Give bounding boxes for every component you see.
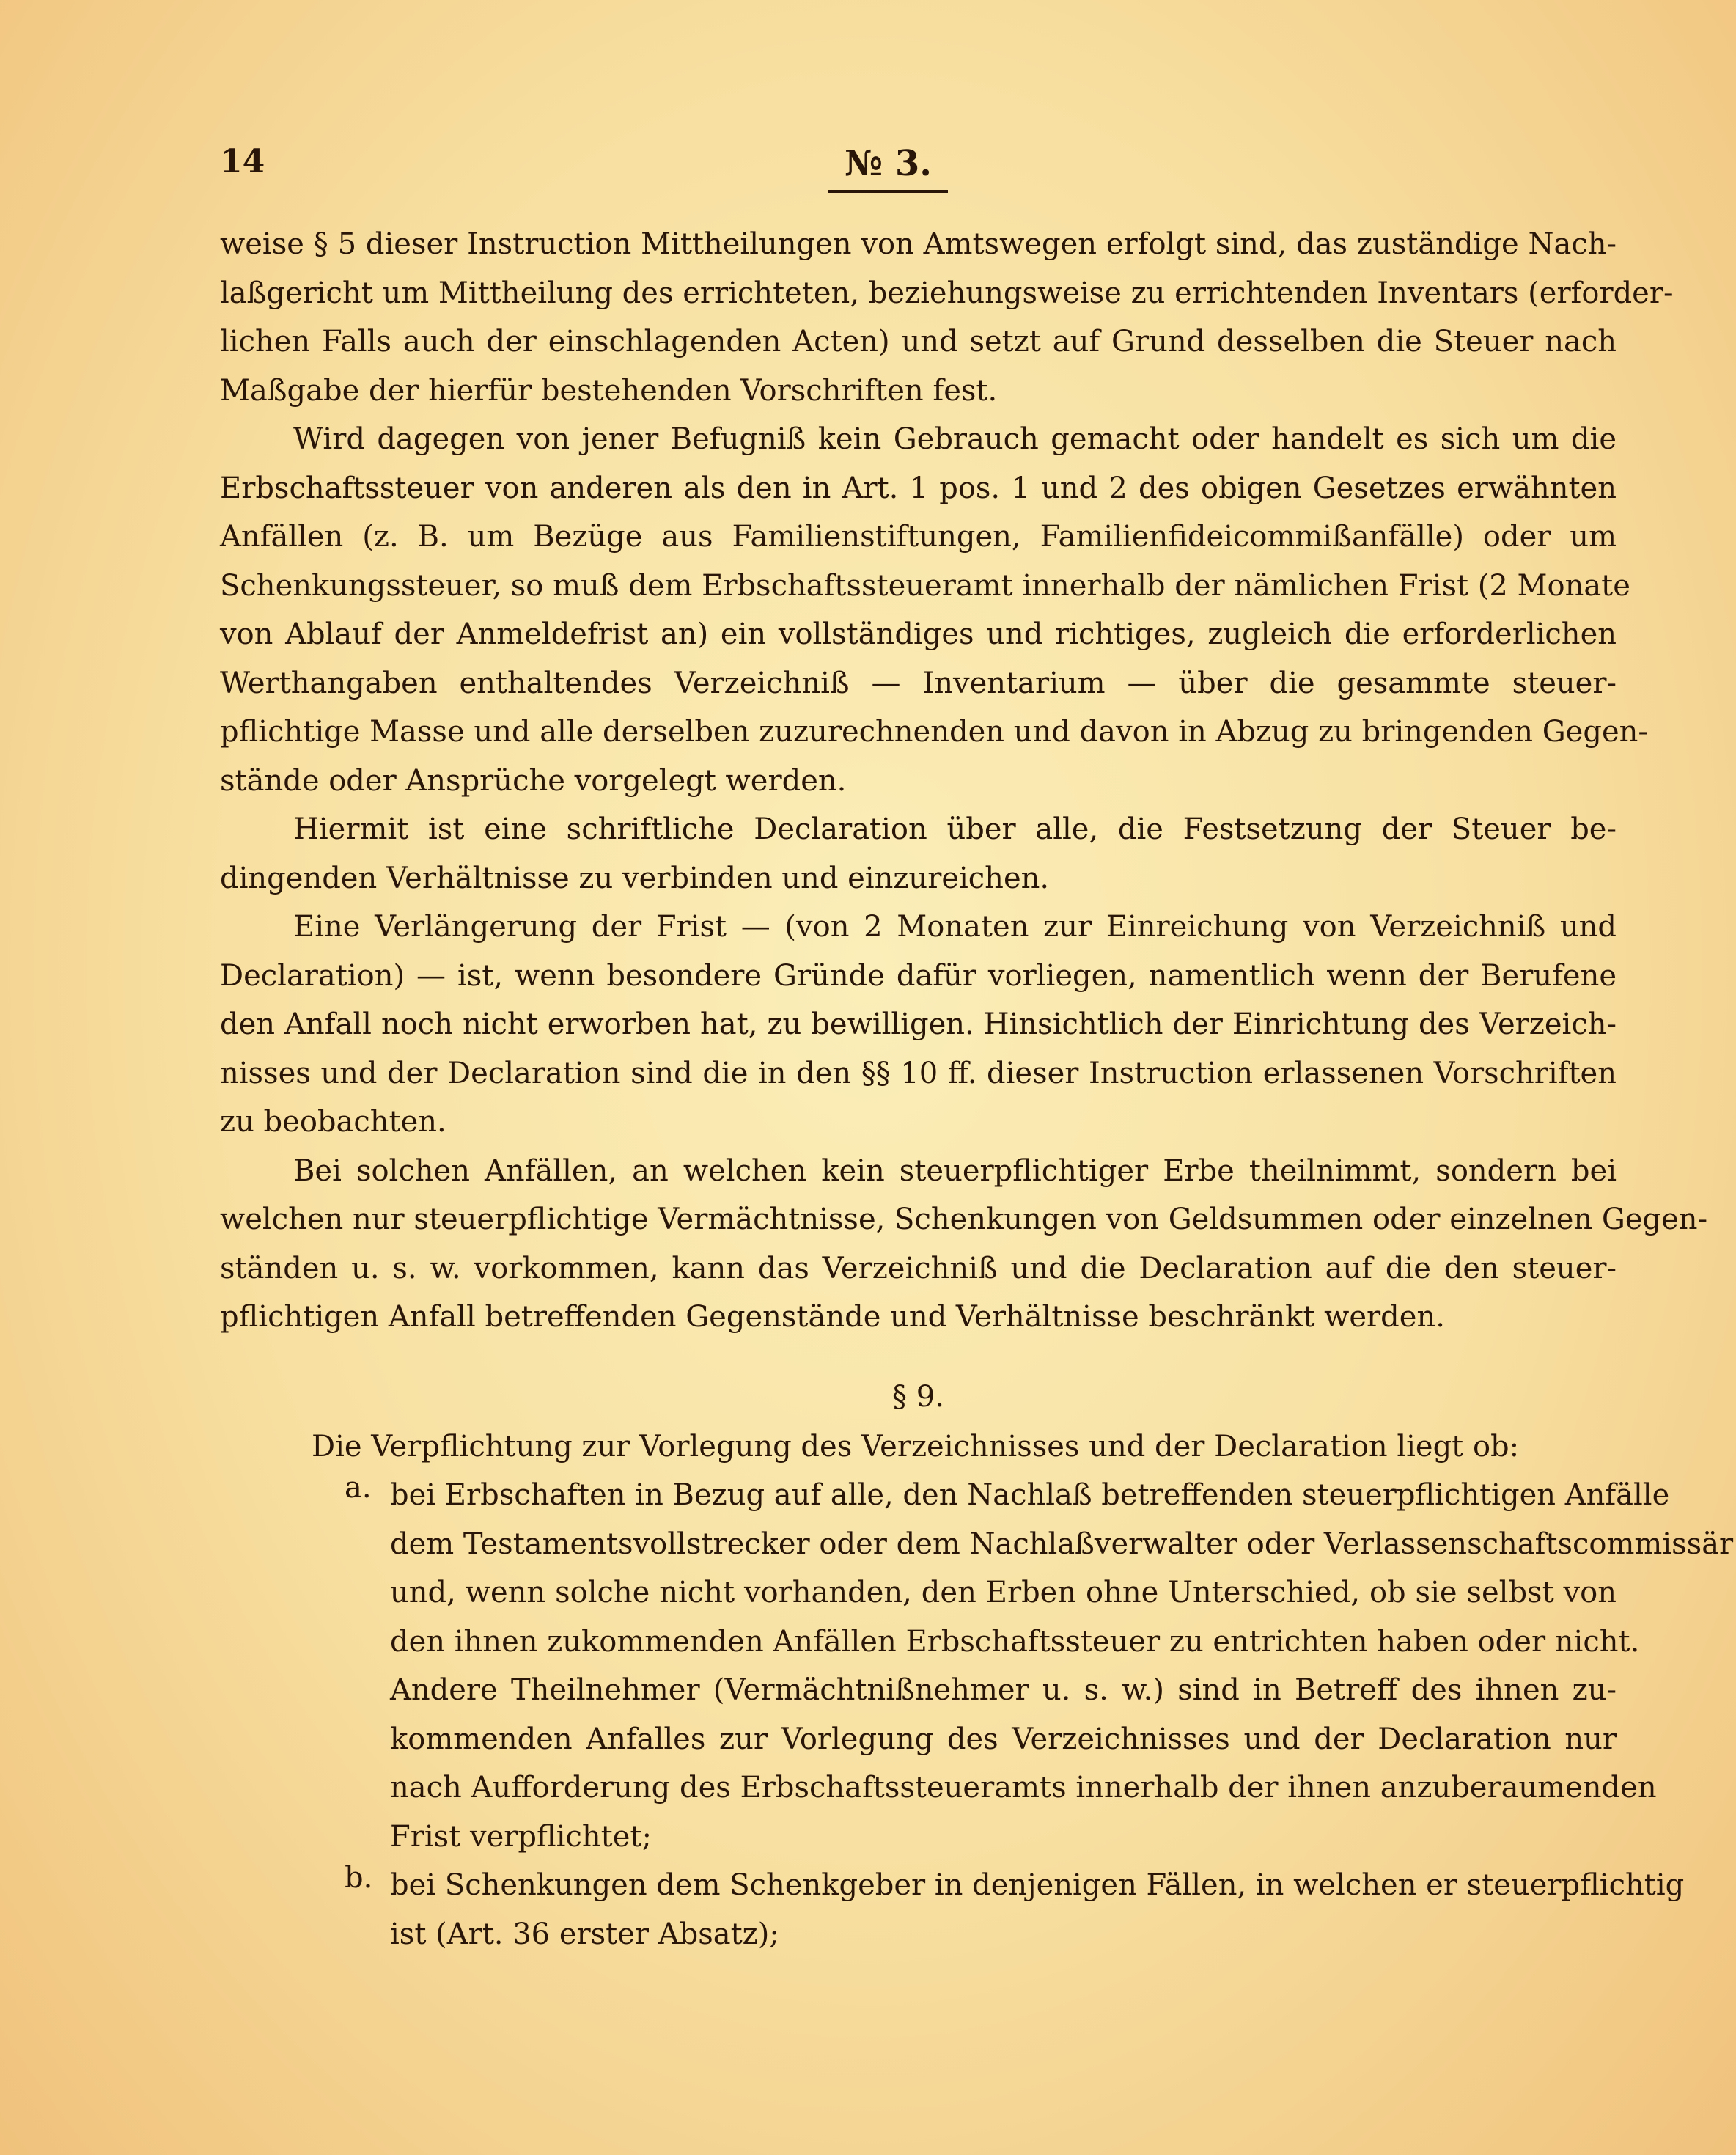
paragraphs (220, 220, 1708, 1342)
text-line: lichen Falls auch der einschlagenden Acten) und setzt auf Grund desselben die Steuer nach (220, 325, 1617, 359)
text-line: den Anfall noch nicht erworben hat, zu bewilligen. Hinsichtlich der Einrichtung des Verzeich- (220, 1007, 1617, 1041)
text-line: und, wenn solche nicht vorhanden, den Erben ohne Unterschied, ob sie selbst von (390, 1576, 1617, 1609)
text-line: Schenkungssteuer, so muß dem Erbschaftssteueramt innerhalb der nämlichen Frist (2 Monate (220, 568, 1630, 603)
text-line: Andere Theilnehmer (Vermächtnißnehmer u. s. w.) sind in Betreff des ihnen zu- (390, 1673, 1617, 1707)
text-line: zu beobachten. (220, 1105, 446, 1139)
text-line: nisses und der Declaration sind die in den §§ 10 ff. dieser Instruction erlassenen Vorschriften (220, 1056, 1617, 1090)
paragraph (220, 415, 1648, 805)
text-line: Wird dagegen von jener Befugniß kein Gebrauch gemacht oder handelt es sich um die (293, 422, 1617, 456)
text-line: stände oder Ansprüche vorgelegt werden. (220, 763, 847, 798)
text-line: Maßgabe der hierfür bestehenden Vorschriften fest. (220, 373, 998, 408)
text-line: bei Erbschaften in Bezug auf alle, den Nachlaß betreffenden steuerpflichtigen Anfälle (390, 1478, 1670, 1512)
text-line: welchen nur steuerpflichtige Vermächtnisse, Schenkungen von Geldsummen oder einzelnen Gegen- (220, 1203, 1708, 1236)
text-line: weise § 5 dieser Instruction Mittheilungen von Amtswegen erfolgt sind, das zuständige Nach- (220, 227, 1617, 261)
text-line: kommenden Anfalles zur Vorlegung des Verzeichnisses und der Declaration nur (390, 1722, 1617, 1756)
text-line: nach Aufforderung des Erbschaftssteueramts innerhalb der ihnen anzuberaumenden (390, 1771, 1657, 1805)
list-item-label: a. (345, 1471, 372, 1505)
text-line: von Ablauf der Anmeldefrist an) ein vollständiges und richtiges, zugleich die erforderlichen (220, 617, 1617, 651)
text-line: ständen u. s. w. vorkommen, kann das Verzeichniß und die Declaration auf die den steuer- (220, 1251, 1617, 1285)
paragraph (220, 903, 1617, 1147)
text-line: Werthangaben enthaltendes Verzeichniß — Inventarium — über die gesammte steuer- (220, 666, 1617, 700)
text-line: Anfällen (z. B. um Bezüge aus Familienstiftungen, Familienfideicommißanfälle) oder um (220, 520, 1617, 554)
document-body (220, 220, 1734, 1958)
text-line: dingenden Verhältnisse zu verbinden und einzureichen. (220, 861, 1050, 895)
paragraph (220, 1147, 1708, 1342)
text-line: Eine Verlängerung der Frist — (von 2 Monaten zur Einreichung von Verzeichniß und (293, 910, 1617, 944)
list-item (220, 1861, 1685, 1958)
text-line: Declaration) — ist, wenn besondere Gründe dafür vorliegen, namentlich wenn der Berufene (220, 958, 1617, 993)
paragraph (220, 220, 1674, 415)
text-line: Bei solchen Anfällen, an welchen kein steuerpflichtiger Erbe theilnimmt, sondern bei (293, 1153, 1617, 1188)
text-line: pflichtigen Anfall betreffenden Gegenstände und Verhältnisse beschränkt werden. (220, 1300, 1445, 1334)
text-line: dem Testamentsvollstrecker oder dem Nachlaßverwalter oder Verlassenschaftscommissär (390, 1527, 1734, 1561)
text-line: Hiermit ist eine schriftliche Declaration über alle, die Festsetzung der Steuer be- (293, 812, 1617, 846)
list-item (220, 1471, 1734, 1861)
text-line: bei Schenkungen dem Schenkgeber in denjenigen Fällen, in welchen er steuerpflichtig (390, 1868, 1685, 1902)
section-intro: Die Verpflichtung zur Vorlegung des Verzeichnisses und der Declaration liegt ob: (312, 1429, 1520, 1464)
page-number: 14 (220, 143, 265, 180)
paragraph (220, 805, 1617, 903)
text-line: den ihnen zukommenden Anfällen Erbschaftssteuer zu entrichten haben oder nicht. (390, 1624, 1640, 1659)
text-line: pflichtige Masse und alle derselben zuzurechnenden und davon in Abzug zu bringenden Gegen- (220, 715, 1648, 749)
section-items (220, 1471, 1734, 1958)
text-line: Erbschaftssteuer von anderen als den in Art. 1 pos. 1 und 2 des obigen Gesetzes erwähnten (220, 471, 1617, 505)
text-line: laßgericht um Mittheilung des errichteten, beziehungsweise zu errichtenden Inventars (erforder- (220, 276, 1674, 310)
issue-number: № 3. (828, 143, 948, 193)
section-heading: § 9. (892, 1379, 944, 1414)
text-line: ist (Art. 36 erster Absatz); (390, 1917, 779, 1951)
list-item-label: b. (345, 1861, 373, 1895)
text-line: Frist verpflichtet; (390, 1819, 652, 1854)
